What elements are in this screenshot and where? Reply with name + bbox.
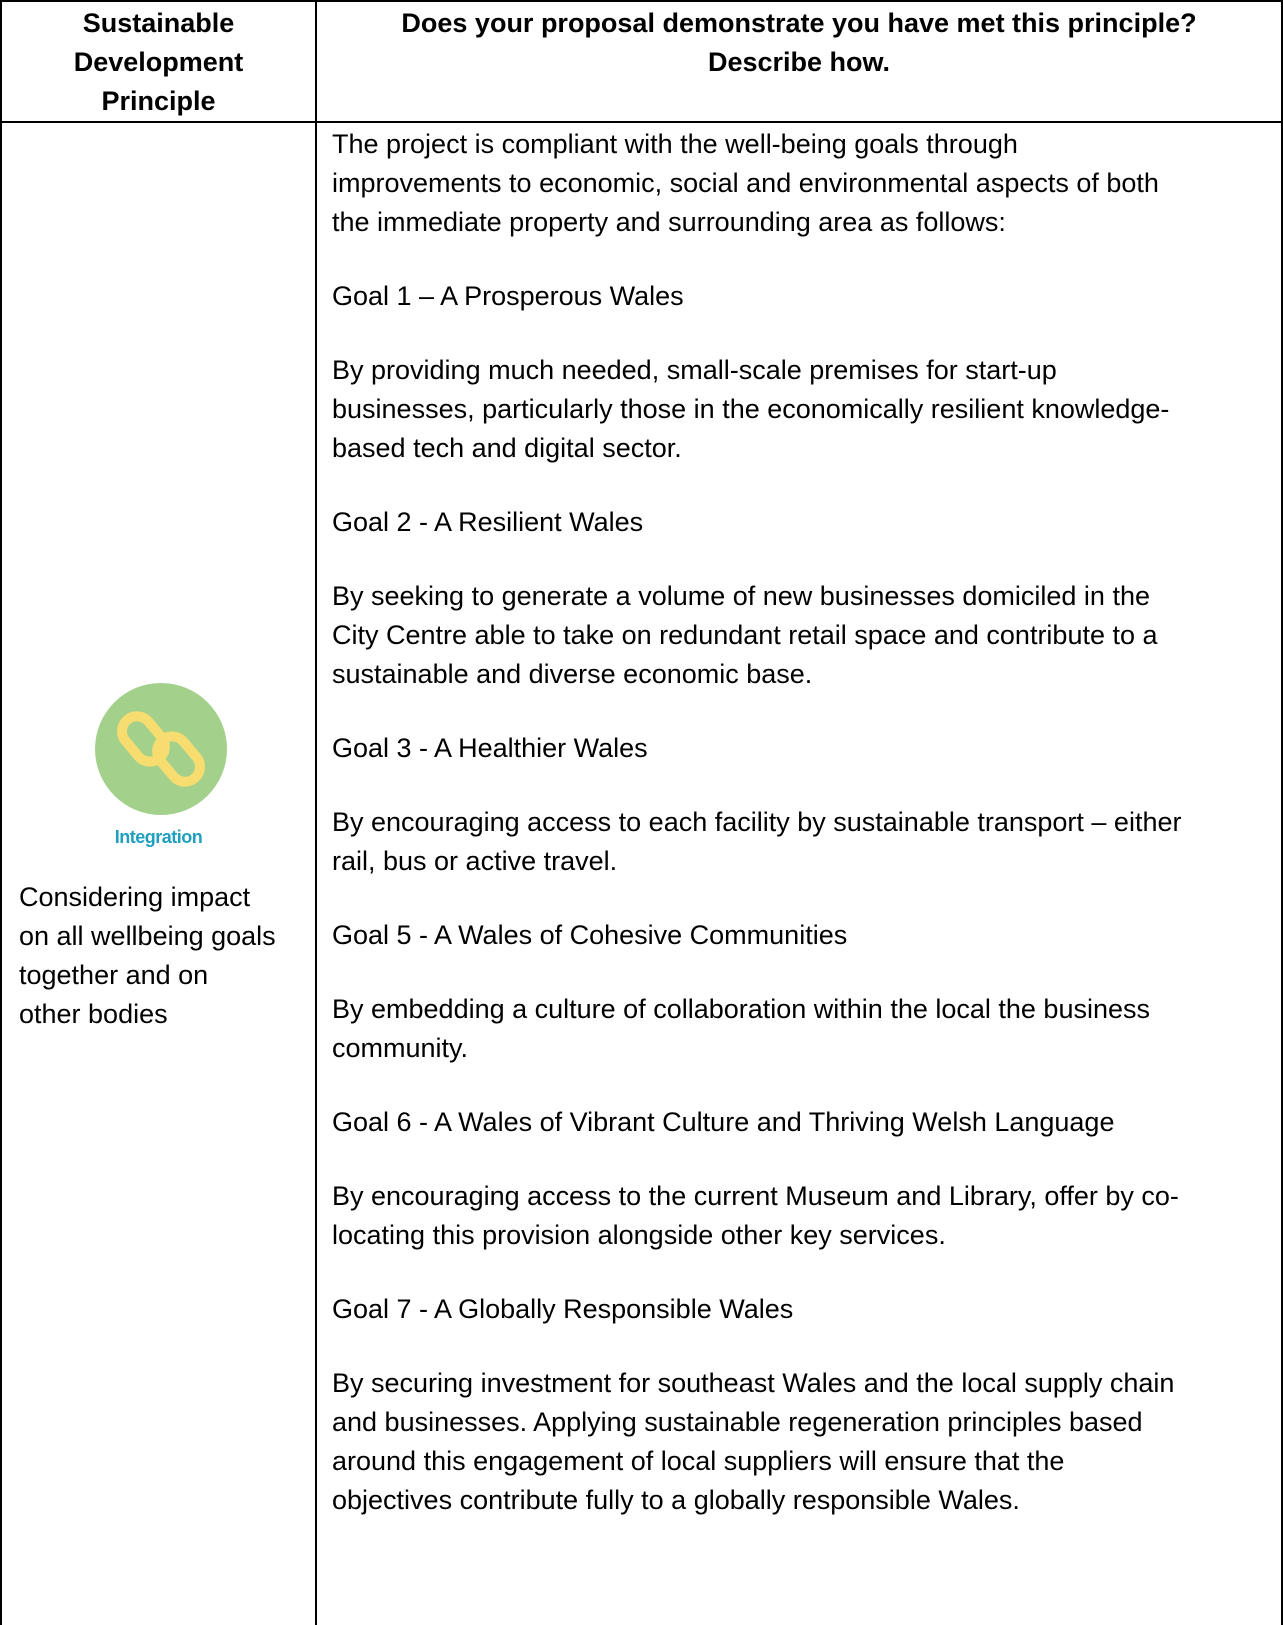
description-line: Considering impact [19, 882, 251, 912]
description-line: on all wellbeing goals [19, 921, 276, 951]
goal-description [332, 990, 1267, 1068]
goal-description [332, 1364, 1267, 1520]
header-principle-column [2, 4, 315, 121]
text-line: The project is compliant with the well-being goals through [332, 129, 1018, 159]
header-line: Development [73, 47, 244, 77]
text-line: By embedding a culture of collaboration within the local the business [332, 994, 1150, 1024]
text-line: the immediate property and surrounding area as follows: [332, 207, 1006, 237]
description-line: together and on [19, 960, 209, 990]
integration-logo [95, 683, 227, 815]
text-line: By encouraging access to the current Museum and Library, offer by co- [332, 1181, 1179, 1211]
text-line: City Centre able to take on redundant retail space and contribute to a [332, 620, 1158, 650]
goal-heading [332, 1290, 1267, 1329]
description-line: other bodies [19, 999, 168, 1029]
text-line: By securing investment for southeast Wales and the local supply chain [332, 1368, 1175, 1398]
text-line: Goal 5 - A Wales of Cohesive Communities [332, 920, 848, 950]
text-line: businesses, particularly those in the economically resilient knowledge- [332, 394, 1170, 424]
text-line: By providing much needed, small-scale premises for start-up [332, 355, 1057, 385]
text-line: Goal 3 - A Healthier Wales [332, 733, 648, 763]
header-description-column [317, 4, 1281, 82]
text-line: Goal 6 - A Wales of Vibrant Culture and Thriving Welsh Language [332, 1107, 1115, 1137]
text-line: sustainable and diverse economic base. [332, 659, 813, 689]
text-line: improvements to economic, social and environmental aspects of both [332, 168, 1159, 198]
goal-heading [332, 916, 1267, 955]
header-line: Sustainable [82, 8, 235, 38]
goal-description [332, 351, 1267, 468]
text-line: Goal 2 - A Resilient Wales [332, 507, 644, 537]
text-line: based tech and digital sector. [332, 433, 682, 463]
text-line: locating this provision alongside other key services. [332, 1220, 946, 1250]
text-line: By seeking to generate a volume of new businesses domiciled in the [332, 581, 1150, 611]
text-line: Goal 7 - A Globally Responsible Wales [332, 1294, 794, 1324]
text-line: community. [332, 1033, 469, 1063]
chain-link-icon [95, 683, 227, 815]
table-border-top [0, 0, 1283, 2]
text-line: Goal 1 – A Prosperous Wales [332, 281, 684, 311]
header-line: Principle [101, 86, 216, 116]
principle-cell [2, 123, 315, 1623]
goal-heading [332, 503, 1267, 542]
principle-label: Integration [114, 827, 203, 847]
text-line: and businesses. Applying sustainable regeneration principles based [332, 1407, 1143, 1437]
text-line: By encouraging access to each facility by sustainable transport – either [332, 807, 1182, 837]
goal-description [332, 1177, 1267, 1255]
text-line: objectives contribute fully to a globally responsible Wales. [332, 1485, 1020, 1515]
principle-description [19, 878, 309, 1034]
text-line: rail, bus or active travel. [332, 846, 618, 876]
text-line: around this engagement of local suppliers will ensure that the [332, 1446, 1065, 1476]
goal-description [332, 803, 1267, 881]
column-divider [315, 0, 317, 1625]
goal-description [332, 577, 1267, 694]
header-line: Does your proposal demonstrate you have met this principle? [401, 8, 1197, 38]
intro-paragraph [332, 125, 1267, 242]
goal-heading [332, 729, 1267, 768]
answer-cell [332, 125, 1267, 1555]
goal-heading [332, 277, 1267, 316]
header-line: Describe how. [707, 47, 891, 77]
goal-heading [332, 1103, 1267, 1142]
